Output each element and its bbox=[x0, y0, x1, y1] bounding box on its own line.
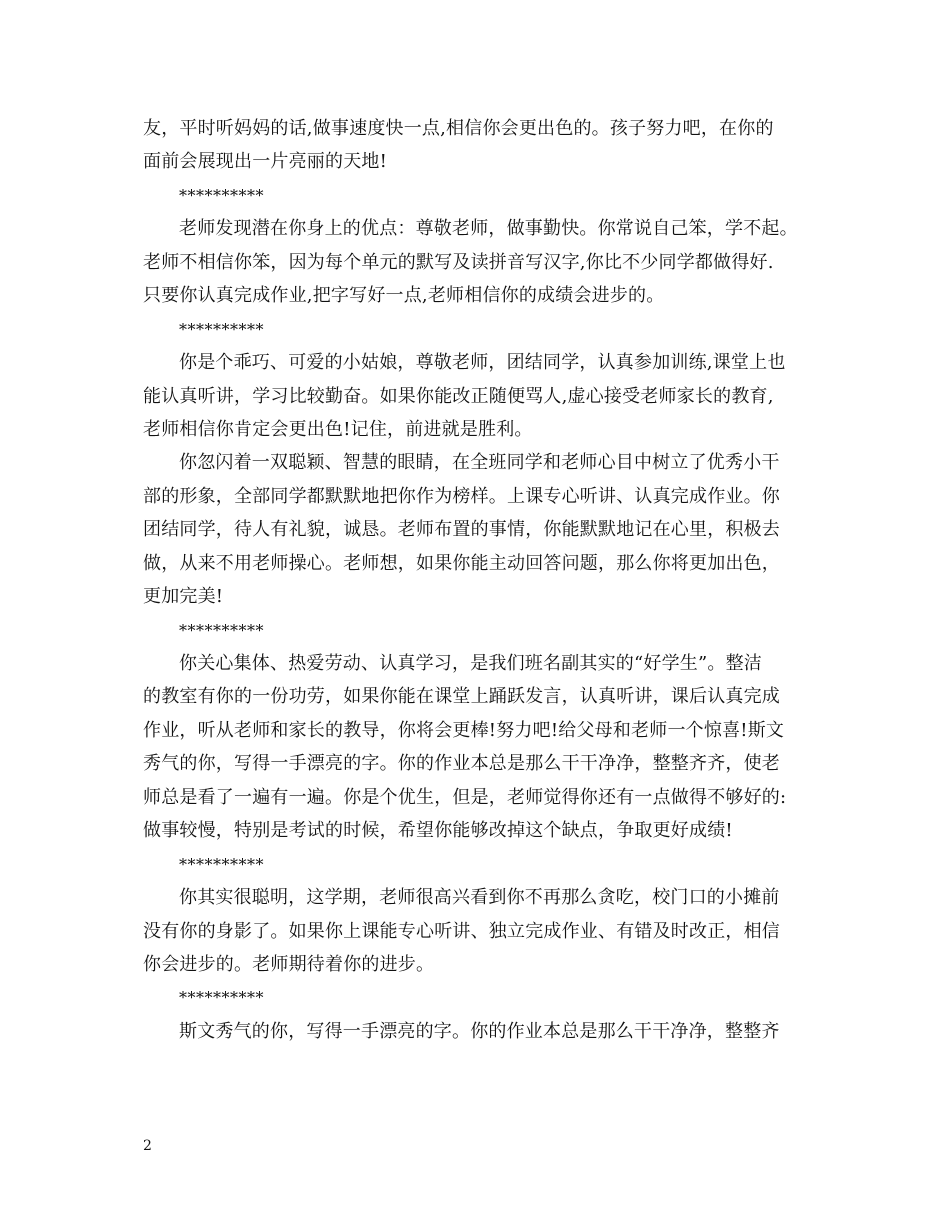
text-line: 只要你认真完成作业,把字写好一点,老师相信你的成绩会进步的。 bbox=[143, 285, 665, 307]
text-line: 做，从来不用老师操心。老师想，如果你能主动回答问题，那么你将更加出色， bbox=[143, 552, 780, 574]
page-number: 2 bbox=[143, 1138, 152, 1154]
section-separator: ********** bbox=[179, 185, 264, 205]
section-separator: ********** bbox=[179, 854, 264, 874]
text-line: 友，平时听妈妈的话,做事速度快一点,相信你会更出色的。孩子努力吧，在你的 bbox=[143, 118, 774, 139]
text-line: 你关心集体、热爱劳动、认真学习，是我们班名副其实的“好学生”。整洁 bbox=[179, 653, 763, 674]
text-line: 作业，听从老师和家长的教导，你将会更棒!努力吧!给父母和老师一个惊喜!斯文 bbox=[143, 719, 785, 741]
document-body bbox=[143, 112, 823, 1048]
text-line: 更加完美! bbox=[143, 586, 224, 608]
text-line: 师总是看了一遍有一遍。你是个优生，但是，老师觉得你还有一点做得不够好的: bbox=[143, 786, 787, 808]
text-line: 没有你的身影了。如果你上课能专心听讲、独立完成作业、有错及时改正，相信 bbox=[143, 920, 780, 942]
text-line: 做事较慢，特别是考试的时候，希望你能够改掉这个缺点，争取更好成绩! bbox=[143, 820, 733, 842]
section-separator: ********** bbox=[179, 319, 264, 339]
text-line: 斯文秀气的你，写得一手漂亮的字。你的作业本总是那么干干净净，整整齐 bbox=[179, 1020, 780, 1042]
text-line: 你其实很聪明，这学期，老师很高兴看到你不再那么贪吃，校门口的小摊前 bbox=[179, 887, 780, 909]
text-line: 面前会展现出一片亮丽的天地! bbox=[143, 151, 388, 173]
section-separator: ********** bbox=[179, 620, 264, 640]
text-line: 你是个乖巧、可爱的小姑娘，尊敬老师，团结同学，认真参加训练,课堂上也 bbox=[179, 352, 786, 374]
text-line: 你忽闪着一双聪颖、智慧的眼睛，在全班同学和老师心目中树立了优秀小干 bbox=[179, 452, 780, 474]
text-line: 部的形象，全部同学都默默地把你作为榜样。上课专心听讲、认真完成作业。你 bbox=[143, 485, 780, 507]
text-line: 团结同学，待人有礼貌，诚恳。老师布置的事情，你能默默地记在心里，积极去 bbox=[143, 519, 780, 541]
text-line: 老师不相信你笨，因为每个单元的默写及读拼音写汉字,你比不少同学都做得好. bbox=[143, 251, 774, 273]
text-line: 老师发现潜在你身上的优点：尊敬老师，做事勤快。你常说自己笨，学不起。 bbox=[179, 218, 798, 240]
text-line: 秀气的你，写得一手漂亮的字。你的作业本总是那么干干净净，整整齐齐，使老 bbox=[143, 753, 780, 775]
section-separator: ********** bbox=[179, 988, 264, 1008]
text-line: 你会进步的。老师期待着你的进步。 bbox=[143, 953, 435, 975]
text-line: 的教室有你的一份功劳，如果你能在课堂上踊跃发言，认真听讲，课后认真完成 bbox=[143, 686, 780, 708]
text-line: 能认真听讲，学习比较勤奋。如果你能改正随便骂人,虚心接受老师家长的教育, bbox=[143, 385, 774, 407]
text-line: 老师相信你肯定会更出色!记住，前进就是胜利。 bbox=[143, 418, 533, 440]
